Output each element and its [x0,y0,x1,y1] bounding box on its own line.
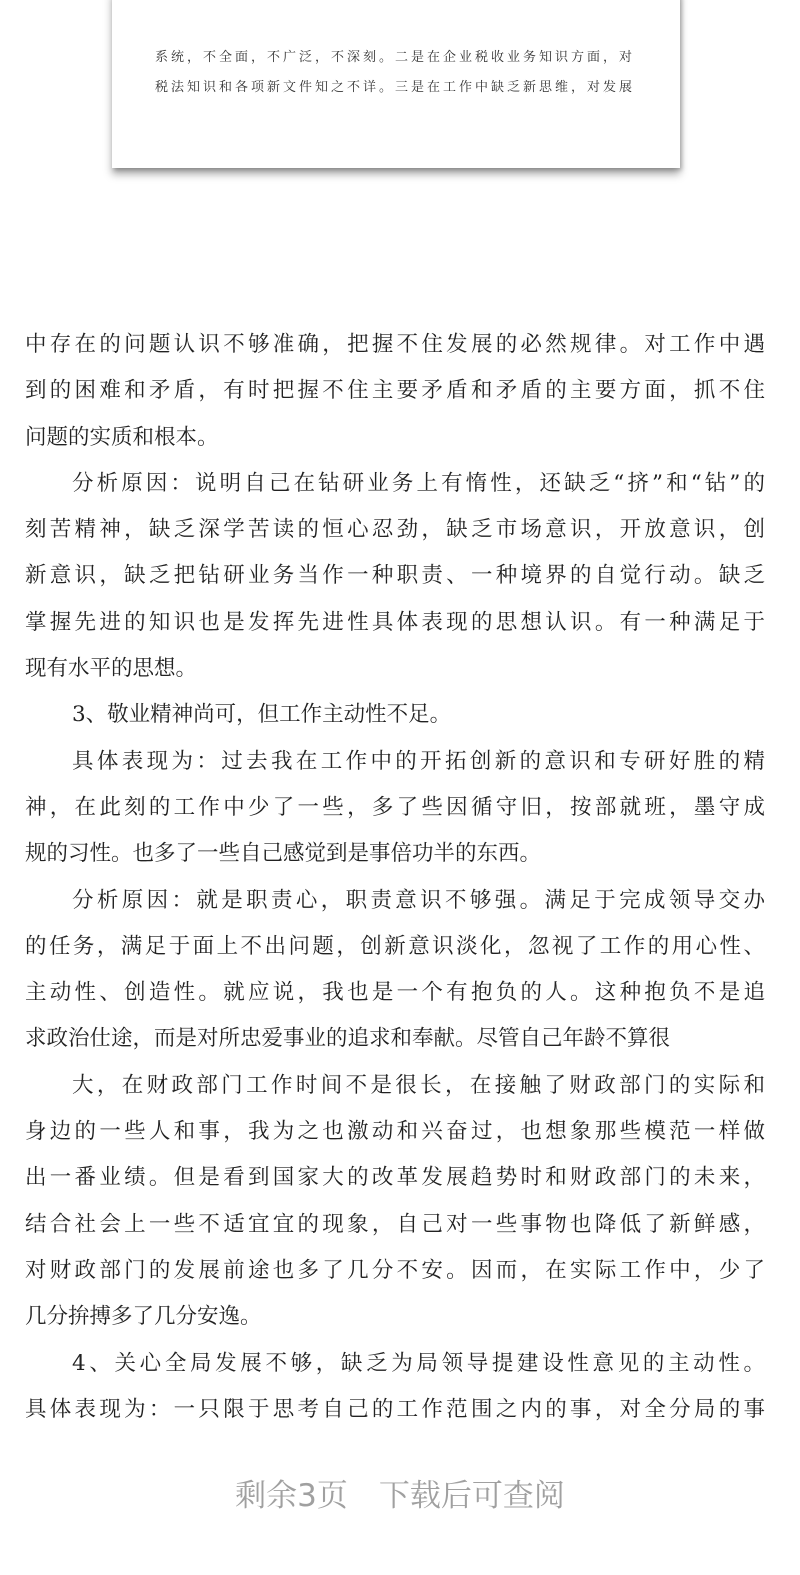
document-text-line: 几分拚搏多了几分安逸。 [25,1304,262,1330]
document-text-line: 求政治仕途，而是对所忠爱事业的追求和奉献。尽管自己年龄不算很 [25,1026,671,1052]
document-text-line: 刻苦精神，缺乏深学苦读的恒心忍劲，缺乏市场意识，开放意识，创 [25,517,765,543]
document-text-line: 到的困难和矛盾，有时把握不住主要矛盾和矛盾的主要方面，抓不住 [25,378,765,404]
document-text-line: 结合社会上一些不适宜宜的现象，自己对一些事物也降低了新鲜感， [25,1211,765,1237]
document-text-line: 问题的实质和根本。 [25,424,219,450]
document-text-line: 身边的一些人和事，我为之也激动和兴奋过，也想象那些模范一样做 [25,1119,765,1145]
card-text-line: 系统，不全面，不广泛，不深刻。二是在企业税收业务知识方面，对 [155,50,633,65]
remaining-pages-download-prompt[interactable]: 剩余3页 下载后可查阅 [235,1478,565,1514]
document-text-line: 中存在的问题认识不够准确，把握不住发展的必然规律。对工作中遇 [25,332,765,357]
document-text-line: 掌握先进的知识也是发挥先进性具体表现的思想认识。有一种满足于 [25,609,765,635]
document-text-line: 规的习性。也多了一些自己感觉到是事倍功半的东西。 [25,841,542,867]
document-text-line: 具体表现为：过去我在工作中的开拓创新的意识和专研好胜的精 [72,748,765,774]
document-text-line: 具体表现为：一只限于思考自己的工作范围之内的事，对全分局的事 [25,1396,765,1422]
document-text-line: 主动性、创造性。就应说，我也是一个有抱负的人。这种抱负不是追 [25,980,765,1006]
document-text-line: 新意识，缺乏把钻研业务当作一种职责、一种境界的自觉行动。缺乏 [25,563,765,589]
document-text-line: 4、关心全局发展不够，缺乏为局领导提建设性意见的主动性。 [72,1350,765,1376]
document-text-line: 的任务，满足于面上不出问题，创新意识淡化，忽视了工作的用心性、 [25,933,765,959]
document-text-line: 3、敬业精神尚可，但工作主动性不足。 [72,702,452,728]
document-text-line: 分析原因：说明自己在钻研业务上有惰性，还缺乏“挤”和“钻”的 [72,470,765,496]
document-text-line: 现有水平的思想。 [25,656,198,682]
document-text-line: 神，在此刻的工作中少了一些，多了些因循守旧，按部就班，墨守成 [25,794,765,820]
document-text-line: 大，在财政部门工作时间不是很长，在接触了财政部门的实际和 [72,1072,765,1098]
document-text-line: 分析原因：就是职责心，职责意识不够强。满足于完成领导交办 [72,887,765,913]
document-body [25,328,765,1439]
card-text-line: 税法知识和各项新文件知之不详。三是在工作中缺乏新思维，对发展 [155,80,633,95]
preview-page-card [112,0,680,168]
document-text-line: 对财政部门的发展前途也多了几分不安。因而，在实际工作中，少了 [25,1257,765,1283]
document-text-line: 出一番业绩。但是看到国家大的改革发展趋势时和财政部门的未来， [25,1165,765,1191]
